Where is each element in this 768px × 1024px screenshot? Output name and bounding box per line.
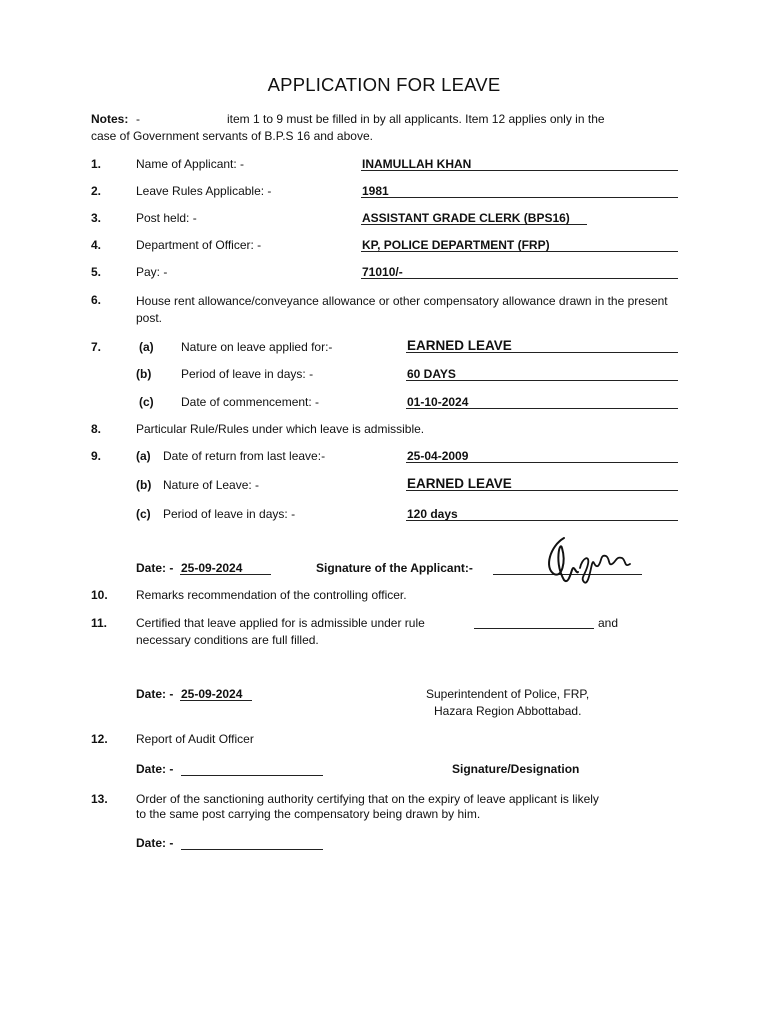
sanction-date-line: [181, 849, 323, 850]
notes-dash: -: [136, 112, 140, 126]
item-13-line-2: to the same post carrying the compensatory being drawn by him.: [136, 807, 481, 821]
office-line-1: Superintendent of Police, FRP,: [426, 687, 590, 701]
item-11-text-3: necessary conditions are full filled.: [136, 633, 319, 647]
sanction-date-label: Date: -: [136, 836, 174, 850]
item-4-label: Department of Officer: -: [136, 238, 262, 252]
item-2-number: 2.: [91, 184, 102, 198]
item-7b-sub: (b): [136, 367, 152, 381]
last-return-date-value: 25-04-2009: [407, 449, 469, 463]
item-9a-label: Date of return from last leave:-: [163, 449, 326, 463]
item-9-number: 9.: [91, 449, 102, 463]
commencement-date-line: [406, 408, 678, 409]
item-4-number: 4.: [91, 238, 102, 252]
item-13-line-1: Order of the sanctioning authority certifying that on the expiry of leave applicant is likely: [136, 792, 599, 806]
pay-value: 71010/-: [362, 265, 403, 279]
item-1-label: Name of Applicant: -: [136, 157, 245, 171]
item-1-number: 1.: [91, 157, 102, 171]
certification-date-value: 25-09-2024: [181, 687, 243, 701]
item-7c-sub: (c): [139, 395, 154, 409]
item-9b-label: Nature of Leave: -: [163, 478, 260, 492]
item-12-number: 12.: [91, 732, 108, 746]
item-7a-sub: (a): [139, 340, 154, 354]
last-leave-nature-line: [406, 490, 678, 491]
last-return-date-line: [406, 462, 678, 463]
item-7a-label: Nature on leave applied for:-: [181, 340, 333, 354]
department-line: [361, 251, 678, 252]
department-value: KP, POLICE DEPARTMENT (FRP): [362, 238, 550, 252]
item-9c-label: Period of leave in days: -: [163, 507, 296, 521]
applicant-date-value: 25-09-2024: [181, 561, 243, 575]
applicant-name-value: INAMULLAH KHAN: [362, 157, 472, 171]
item-6-text: House rent allowance/conveyance allowance or other compensatory allowance drawn in the present post.: [136, 294, 668, 325]
item-3-label: Post held: -: [136, 211, 197, 225]
applicant-signature: [536, 528, 634, 586]
audit-date-line: [181, 775, 323, 776]
notes-label: Notes:: [91, 112, 129, 126]
item-7-number: 7.: [91, 340, 102, 354]
item-8-text: Particular Rule/Rules under which leave is admissible.: [136, 422, 425, 436]
item-3-number: 3.: [91, 211, 102, 225]
last-leave-nature-value: EARNED LEAVE: [407, 476, 512, 491]
office-line-2: Hazara Region Abbottabad.: [434, 704, 582, 718]
certification-date-label: Date: -: [136, 687, 174, 701]
item-8-number: 8.: [91, 422, 102, 436]
post-held-line: [361, 224, 587, 225]
leave-nature-value: EARNED LEAVE: [407, 338, 512, 353]
last-leave-period-value: 120 days: [407, 507, 458, 521]
applicant-date-line: [180, 574, 271, 575]
pay-line: [361, 278, 678, 279]
item-11-number: 11.: [91, 616, 108, 630]
item-6-number: 6.: [91, 293, 102, 307]
item-10-number: 10.: [91, 588, 108, 602]
page-title: APPLICATION FOR LEAVE: [267, 74, 501, 95]
item-11-text-1: Certified that leave applied for is admissible under rule: [136, 616, 425, 630]
last-leave-period-line: [406, 520, 678, 521]
leave-rules-line: [361, 197, 678, 198]
item-13-number: 13.: [91, 792, 108, 806]
applicant-name-line: [361, 170, 678, 171]
item-9c-sub: (c): [136, 507, 151, 521]
notes-line-2: case of Government servants of B.P.S 16 and above.: [91, 129, 373, 143]
applicant-date-label: Date: -: [136, 561, 174, 575]
certification-date-line: [180, 700, 252, 701]
item-5-number: 5.: [91, 265, 102, 279]
item-7c-label: Date of commencement: -: [181, 395, 320, 409]
applicant-signature-label: Signature of the Applicant:-: [316, 561, 473, 575]
leave-nature-line: [406, 352, 678, 353]
notes-line-1: item 1 to 9 must be filled in by all applicants. Item 12 applies only in the: [227, 112, 605, 126]
post-held-value: ASSISTANT GRADE CLERK (BPS16): [362, 211, 570, 225]
audit-signature-label: Signature/Designation: [452, 762, 580, 776]
item-7b-label: Period of leave in days: -: [181, 367, 314, 381]
item-9a-sub: (a): [136, 449, 151, 463]
commencement-date-value: 01-10-2024: [407, 395, 469, 409]
item-2-label: Leave Rules Applicable: -: [136, 184, 272, 198]
item-9b-sub: (b): [136, 478, 152, 492]
admissible-rule-line: [474, 628, 594, 629]
leave-rules-value: 1981: [362, 184, 389, 198]
item-10-text: Remarks recommendation of the controlling officer.: [136, 588, 407, 602]
leave-period-line: [406, 380, 678, 381]
leave-period-value: 60 DAYS: [407, 367, 456, 381]
item-12-text: Report of Audit Officer: [136, 732, 254, 746]
item-11-text-2: and: [598, 616, 619, 630]
audit-date-label: Date: -: [136, 762, 174, 776]
item-5-label: Pay: -: [136, 265, 168, 279]
